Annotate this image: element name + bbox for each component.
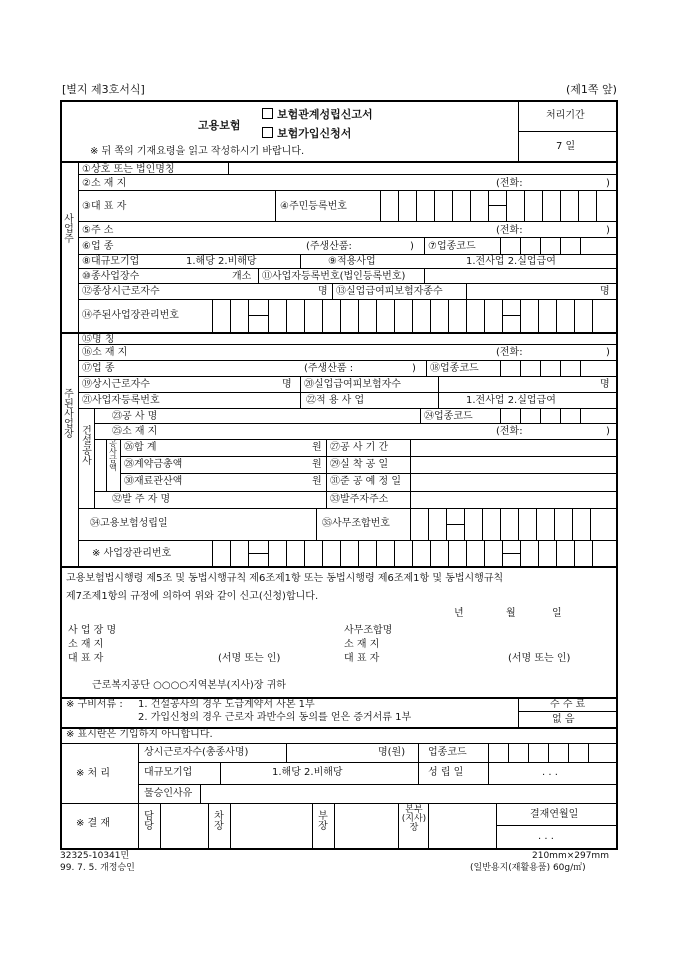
signature-hint: (서명 또는 인) (218, 653, 281, 664)
label-address: ②소 재 지 (82, 178, 127, 189)
title-main: 고용보험 (198, 119, 241, 132)
option-establishment[interactable]: 보험관계성립신고서 (262, 108, 373, 120)
recipient: 근로복지공단 ○○○○지역본부(지사)장 귀하 (92, 680, 286, 691)
phone-label: (전화: (496, 178, 523, 189)
checkbox[interactable] (262, 127, 273, 138)
frame-right (616, 100, 618, 850)
notice: ※ 뒤 쪽의 기재요령을 읽고 작성하시기 바랍니다. (90, 146, 305, 157)
declaration-line1: 고용보험법시행령 제5조 및 동법시행규칙 제6조제1항 또는 동법시행령 제6조제1항 및 동법시행규칙 (66, 573, 504, 584)
label-large-enterprise: ⑧대규모기업 (82, 256, 140, 267)
label-owner-address: ⑤주 소 (82, 225, 114, 236)
frame-bottom (60, 848, 618, 850)
option-enrollment[interactable]: 보험가입신청서 (262, 127, 351, 139)
declaration-line2: 제7조제1항의 규정에 의하여 위와 같이 신고(신청)합니다. (66, 591, 319, 602)
checkbox[interactable] (262, 108, 273, 119)
section-employer: 사업주 (64, 214, 74, 245)
processing-label: ※ 처 리 (76, 768, 111, 779)
page: [별지 제3호서식] (제1쪽 앞) 고용보험 보험관계성립신고서 보험가입신청서 ※ 뒤 쪽의 기재요령을 읽고 작성하시기 바랍니다. 처리기간 7 일 사업주 ①상호 또는 법인명칭 ②소 재 지 (전화: ) ③대 표 자 ④주민등록번호 ⑤주 소 (전화: ) ⑥업 종 (주생산품: ) ⑦업종코드 ⑧대규모기업 1.해당 2.비해당 ⑨적용사업 1.전사업 2.실업급여 ⑩종사업장수 개소 ⑪사업자등록번호(법인등록번호) ⑫종상시근로자수 명 ⑬실업급여피보험자종수 명 ⑭주된사업장관리번호 주된사업장 ⑮명 칭 ⑯소 재 지 (전화: ) ⑰업 종 (주생산품 : ) ⑱업종코드 ⑲상시근로자수 명 ⑳실업급여피보험자수 명 ㉑사업자등록번호 ㉒적 용 사 업 1.전사업 2.실업급여 건설공사 공사금액 ㉓공 사 명 ㉔업종코드 ㉕소 재 지 (전화: ) ㉖합 계 원 ㉗공 사 기 간 ㉘계약금총액 원 ㉙실 착 공 일 ㉚재료관산액 원 ㉛준 공 예 정 일 ㉜발 주 자 명 ㉝발주자주소 ㉞고용보험성립일 ㉟사무조합번호 ※ 사업장관리번호 고용보험법시행령 제5조 및 동법시행규칙 제6조제1항 또는 동법시행령 제6조제1항 및 동법시행규칙 제7조제1항의 규정에 의하여 위와 같이 신고(신청)합니다. 년 월 일 사 업 장 명 소 재 지 대 표 자 (서명 또는 인) 사무조합명 소 재 지 대 표 자 (서명 또는 인) 근로복지공단 ○○○○지역본부(지사)장 귀하 ※ 구비서류 : 1. 건설공사의 경우 도급계약서 사본 1부 2. 가입신청의 경우 근로자 과반수의 동의를 얻은 증거서류 1부 수 수 료 없 음 ※ 표시란은 기입하지 아니합니다. ※ 처 리 상시근로자수(총종사명) 명(원) 업종코드 대규모기업 1.해당 2.비해당 성 립 일 . . . 물승인사유 ※ 결 재 담당 차장 부장 본부(지사)장 결재연월일 . . . 32325-10341민 99. 7. 5. 개정승인 210mm×297mm (일반용지(재활용품) 60g/㎡) (60, 83, 617, 873)
label-representative: ③대 표 자 (82, 201, 127, 212)
frame-left (60, 100, 62, 850)
section-main-site: 주된사업장 (64, 389, 74, 440)
page-info: (제1쪽 앞) (566, 83, 617, 96)
label-industry-code: ⑦업종코드 (428, 241, 476, 252)
form-number: [별지 제3호서식] (62, 83, 145, 96)
approval-label: ※ 결 재 (76, 818, 111, 829)
period-value: 7 일 (556, 141, 576, 152)
frame-top (60, 100, 618, 102)
construction-label: 건설공사 (82, 426, 92, 467)
period-label: 처리기간 (546, 110, 585, 121)
label-resident-no: ④주민등록번호 (280, 201, 347, 212)
footer-code: 32325-10341민 (60, 851, 130, 861)
label-company-name: ①상호 또는 법인명칭 (82, 164, 175, 175)
label-industry: ⑥업 종 (82, 241, 114, 252)
